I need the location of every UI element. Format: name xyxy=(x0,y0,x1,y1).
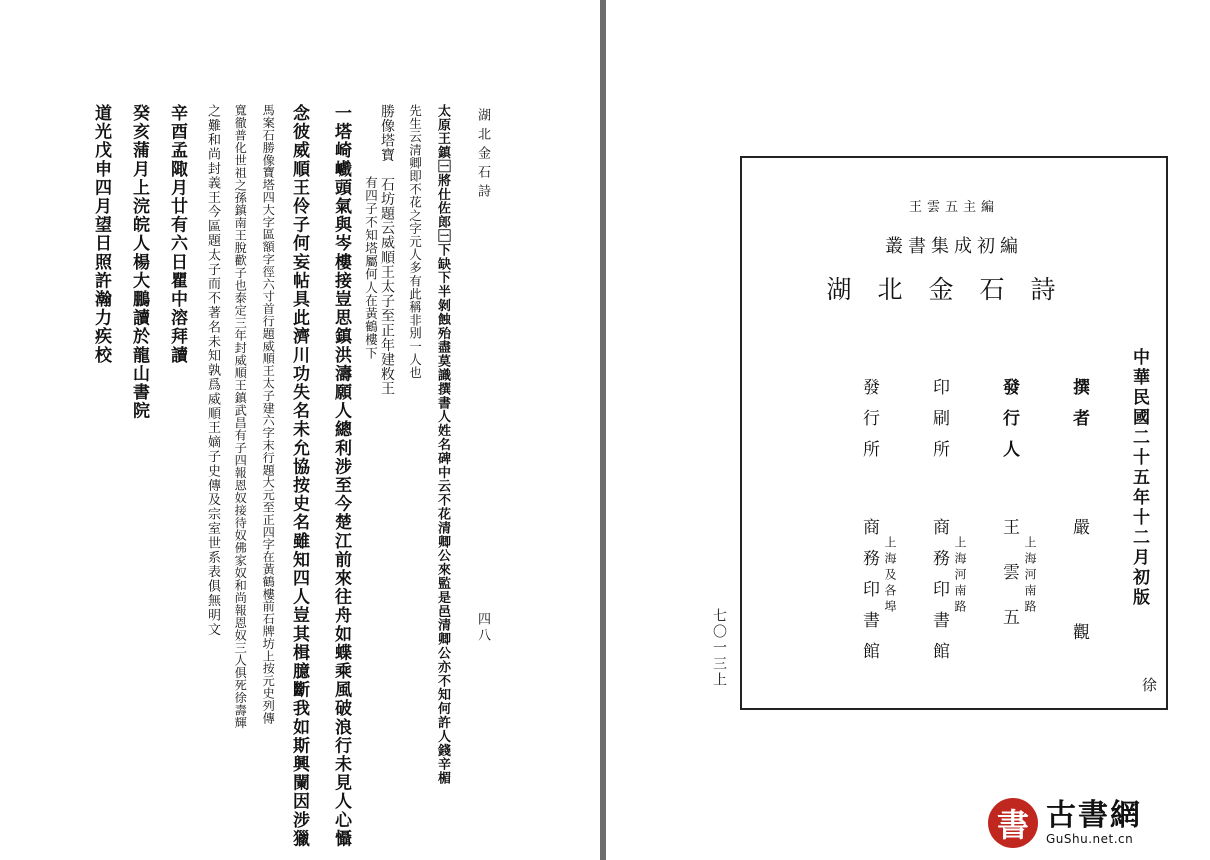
gushu-watermark-logo xyxy=(988,798,1142,848)
seal-icon: 書 xyxy=(988,798,1038,848)
text-column-4: 有四子不知塔屬何人在黃鶴樓下 xyxy=(363,176,379,360)
catalog-number: 七〇一三上 xyxy=(711,608,727,688)
credit-name-publisher: 王雲五 xyxy=(999,518,1019,653)
series-editor-label: 王雲五主編 xyxy=(908,200,999,215)
site-url: GuShu.net.cn xyxy=(1046,831,1134,846)
price-label: 徐 xyxy=(1142,676,1158,694)
credit-role-publisher: 發行人 xyxy=(999,378,1019,471)
left-page xyxy=(0,0,600,860)
page-header-title: 湖北金石詩 xyxy=(475,108,490,203)
text-column-7: 馬案石勝像寶塔四大字區額字徑六寸首行題威順王太子建六字末行題大元至正四字在黃鶴樓前石牌坊上按元史列傳 xyxy=(261,104,276,724)
credit-role-distributor: 發行所 xyxy=(859,378,879,471)
credit-address-publisher: 上海河南路 xyxy=(1023,536,1037,616)
text-column-1: 太原王鎮🈩將仕佐郎🈩下缺下半剝蝕殆盡莫識撰書人姓名碑中云不花清卿公來監是邑清卿公亦不知何許人錢辛楣 xyxy=(435,104,450,786)
text-column-8: 寬徹普化世祖之孫鎮南王脫歡子也泰定三年封威順王鎮武昌有子四報恩奴接待奴佛家奴和尚報恩奴三人俱死徐壽輝 xyxy=(233,104,248,729)
colophon-frame xyxy=(740,156,1168,728)
publication-date: 中華民國二十五年十二月初版 xyxy=(1129,348,1149,608)
credit-address-distributor: 上海及各埠 xyxy=(883,536,897,616)
credit-name-distributor: 商務印書館 xyxy=(859,518,879,673)
text-column-5: 一塔崎巇頭氣與岑樓接豈思鎮洪濤願人總利涉至今楚江前來往舟如蝶乘風破浪行未見人心懾 xyxy=(331,104,351,848)
collection-name: 叢書集成初編 xyxy=(885,236,1023,257)
text-column-3: 勝像塔寶 石坊題云威順王太子至正年建敉王 xyxy=(379,104,395,396)
credit-name-author: 嚴觀 xyxy=(1069,518,1089,728)
credit-role-author: 撰者 xyxy=(1069,378,1089,440)
text-column-10: 辛酉孟陬月廿有六日瞿中溶拜讀 xyxy=(167,104,187,365)
text-column-2: 先生云清卿即不花之字元人多有此稱非別一人也 xyxy=(407,104,423,380)
credit-address-printer: 上海河南路 xyxy=(953,536,967,616)
credit-role-printer: 印刷所 xyxy=(929,378,949,471)
text-column-12: 道光戊申四月望日照許瀚力疾校 xyxy=(91,104,111,365)
logo-text xyxy=(1046,800,1142,846)
page-number: 四八 xyxy=(475,612,490,644)
book-title: 湖北金石詩 xyxy=(826,275,1082,304)
site-name: 古書網 xyxy=(1046,798,1142,834)
text-column-6: 念彼威順王伶子何妄帖具此濟川功失名未允協按史名雖知四人豈其楫臆斷我如斯興闌因涉獵 xyxy=(289,104,309,848)
right-page xyxy=(606,0,1210,860)
text-column-11: 癸亥蒲月上浣皖人楊大鵬讀於龍山書院 xyxy=(129,104,149,421)
text-column-9: 之難和尚封義王今區題太子而不著名未知孰爲威順王嫡子史傳及宗室世系表俱無明文 xyxy=(205,104,220,637)
credit-name-printer: 商務印書館 xyxy=(929,518,949,673)
